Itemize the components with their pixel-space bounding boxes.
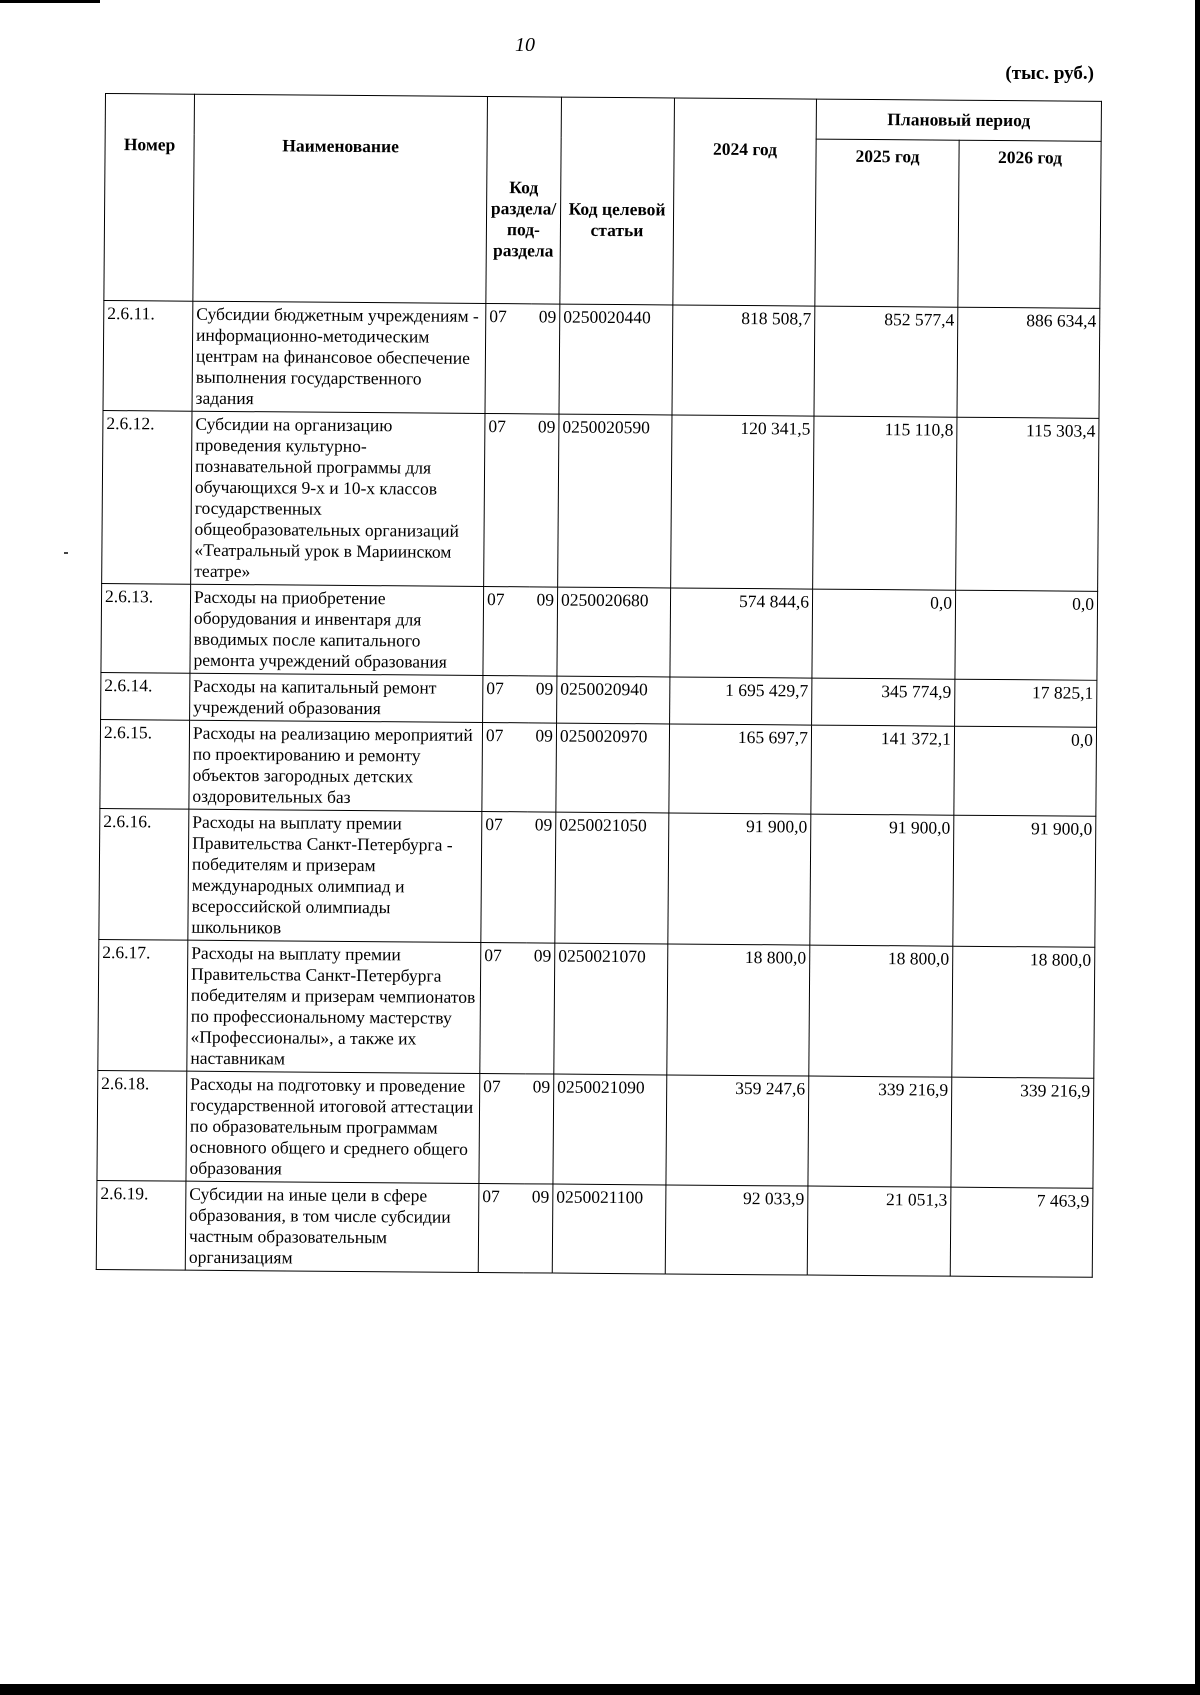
scan-border-bottom [0, 1684, 1200, 1695]
row-number: 2.6.19. [96, 1180, 186, 1270]
row-subsection-code: 09 [530, 304, 560, 414]
row-target-code: 0250021070 [554, 943, 668, 1075]
row-amount-2024: 574 844,6 [670, 588, 813, 678]
header-year-2024: 2024 год [673, 98, 817, 306]
table-row [102, 410, 1099, 591]
row-target-code: 0250020590 [558, 414, 672, 588]
row-section-code: 07 [485, 303, 531, 413]
row-name: Расходы на выплату премии Правительства Санкт-Петербурга победителям и призерам чемпионатов по профессиональному мастерству «Профессионалы», а также их наставникам [187, 940, 481, 1073]
row-section-code: 07 [483, 675, 528, 722]
row-amount-2026: 115 303,4 [956, 417, 1099, 591]
row-subsection-code: 09 [525, 943, 555, 1074]
budget-sheet [96, 93, 1102, 1278]
row-name: Субсидии бюджетным учреждениям - информационно-методическим центрам на финансовое обеспечение выполнения государственного задания [192, 301, 486, 413]
row-section-code: 07 [482, 722, 528, 811]
row-number: 2.6.12. [102, 410, 192, 584]
header-year-2025: 2025 год [815, 139, 959, 307]
row-amount-2025: 345 774,9 [812, 678, 955, 726]
scan-mark [0, 0, 100, 3]
row-target-code: 0250021090 [553, 1074, 667, 1185]
row-number: 2.6.11. [103, 300, 193, 411]
table-body [96, 300, 1100, 1277]
row-amount-2025: 141 372,1 [811, 725, 955, 815]
row-amount-2025: 115 110,8 [813, 416, 957, 590]
row-amount-2025: 18 800,0 [809, 945, 953, 1077]
row-amount-2025: 91 900,0 [810, 814, 954, 946]
table-row [101, 583, 1098, 680]
row-amount-2024: 18 800,0 [667, 944, 810, 1076]
table-row [97, 1070, 1094, 1188]
row-subsection-code: 09 [526, 812, 556, 943]
row-amount-2024: 91 900,0 [668, 813, 811, 945]
row-target-code: 0250020940 [557, 676, 670, 724]
row-name: Расходы на реализацию мероприятий по проектированию и ремонту объектов загородных детских оздоровительных баз [189, 720, 483, 811]
row-name: Субсидии на иные цели в сфере образования, в том числе субсидии частным образовательным организациям [185, 1181, 479, 1272]
header-target-code-text: Код целевой статьи [568, 198, 666, 241]
row-section-code: 07 [478, 1183, 524, 1272]
row-amount-2026: 886 634,4 [957, 307, 1100, 418]
row-number: 2.6.17. [98, 939, 188, 1071]
row-subsection-code: 09 [528, 587, 558, 676]
row-amount-2024: 818 508,7 [672, 305, 815, 416]
row-amount-2026: 7 463,9 [950, 1187, 1093, 1277]
row-name: Расходы на капитальный ремонт учреждений образования [190, 673, 483, 722]
row-target-code: 0250020970 [556, 723, 670, 813]
row-name: Субсидии на организацию проведения культурно-познавательной программы для обучающихся 9-х и 10-х классов государственных общеобразовательных организаций «Театральный урок в Мариинском театре» [191, 411, 485, 586]
row-amount-2024: 120 341,5 [671, 415, 814, 589]
page-number: 10 [515, 34, 535, 56]
row-subsection-code: 09 [527, 723, 557, 812]
table-header-row [105, 94, 1101, 142]
row-name: Расходы на подготовку и проведение государственной итоговой аттестации по образовательным программам основного общего и среднего общего образования [186, 1071, 480, 1183]
row-target-code: 0250021050 [555, 812, 669, 944]
header-number: Номер [104, 94, 195, 302]
row-number: 2.6.15. [100, 719, 190, 809]
row-subsection-code: 09 [523, 1184, 553, 1273]
row-amount-2025: 0,0 [812, 589, 956, 679]
row-amount-2026: 18 800,0 [952, 946, 1095, 1078]
table-row [100, 719, 1097, 816]
row-subsection-code: 09 [528, 676, 557, 723]
row-section-code: 07 [480, 942, 526, 1073]
scan-speck [64, 552, 68, 554]
scan-border-right [1195, 0, 1200, 1695]
header-planned-period: Плановый период [816, 99, 1101, 141]
row-section-code: 07 [481, 811, 527, 942]
row-name: Расходы на приобретение оборудования и инвентаря для вводимых после капитального ремонта учреждений образования [190, 584, 484, 675]
row-subsection-code: 09 [529, 414, 559, 587]
header-section-code-text: Код раздела/ под-раздела [490, 177, 557, 261]
row-number: 2.6.16. [99, 808, 189, 940]
row-amount-2024: 1 695 429,7 [670, 677, 812, 725]
row-number: 2.6.13. [101, 583, 191, 673]
row-target-code: 0250020680 [557, 587, 671, 677]
row-amount-2025: 339 216,9 [808, 1076, 952, 1187]
row-amount-2026: 17 825,1 [955, 679, 1097, 727]
budget-table [96, 93, 1102, 1278]
row-amount-2024: 92 033,9 [665, 1185, 808, 1275]
table-row [101, 672, 1097, 727]
row-amount-2026: 0,0 [955, 590, 1098, 680]
header-target-code [560, 97, 675, 305]
row-target-code: 0250020440 [559, 304, 673, 415]
row-amount-2024: 165 697,7 [669, 724, 812, 814]
row-section-code: 07 [483, 586, 529, 675]
row-amount-2025: 852 577,4 [814, 306, 958, 417]
units-label: (тыс. руб.) [1005, 63, 1094, 84]
row-name: Расходы на выплату премии Правительства Санкт-Петербурга - победителям и призерам международных олимпиад и всероссийской олимпиады школьников [188, 809, 482, 942]
table-row [98, 939, 1095, 1078]
row-amount-2026: 0,0 [954, 726, 1097, 816]
row-target-code: 0250021100 [552, 1184, 666, 1274]
row-amount-2026: 91 900,0 [953, 815, 1096, 947]
row-subsection-code: 09 [524, 1074, 554, 1184]
row-amount-2024: 359 247,6 [666, 1075, 809, 1186]
header-year-2026: 2026 год [958, 140, 1101, 308]
row-section-code: 07 [479, 1073, 525, 1183]
row-number: 2.6.18. [97, 1070, 187, 1181]
table-row [103, 300, 1100, 418]
row-number: 2.6.14. [101, 672, 190, 720]
table-row [96, 1180, 1093, 1277]
header-name: Наименование [193, 94, 488, 303]
header-section-code [486, 97, 562, 305]
table-row [99, 808, 1096, 947]
row-amount-2026: 339 216,9 [951, 1077, 1094, 1188]
row-section-code: 07 [484, 413, 530, 586]
row-amount-2025: 21 051,3 [807, 1186, 951, 1276]
